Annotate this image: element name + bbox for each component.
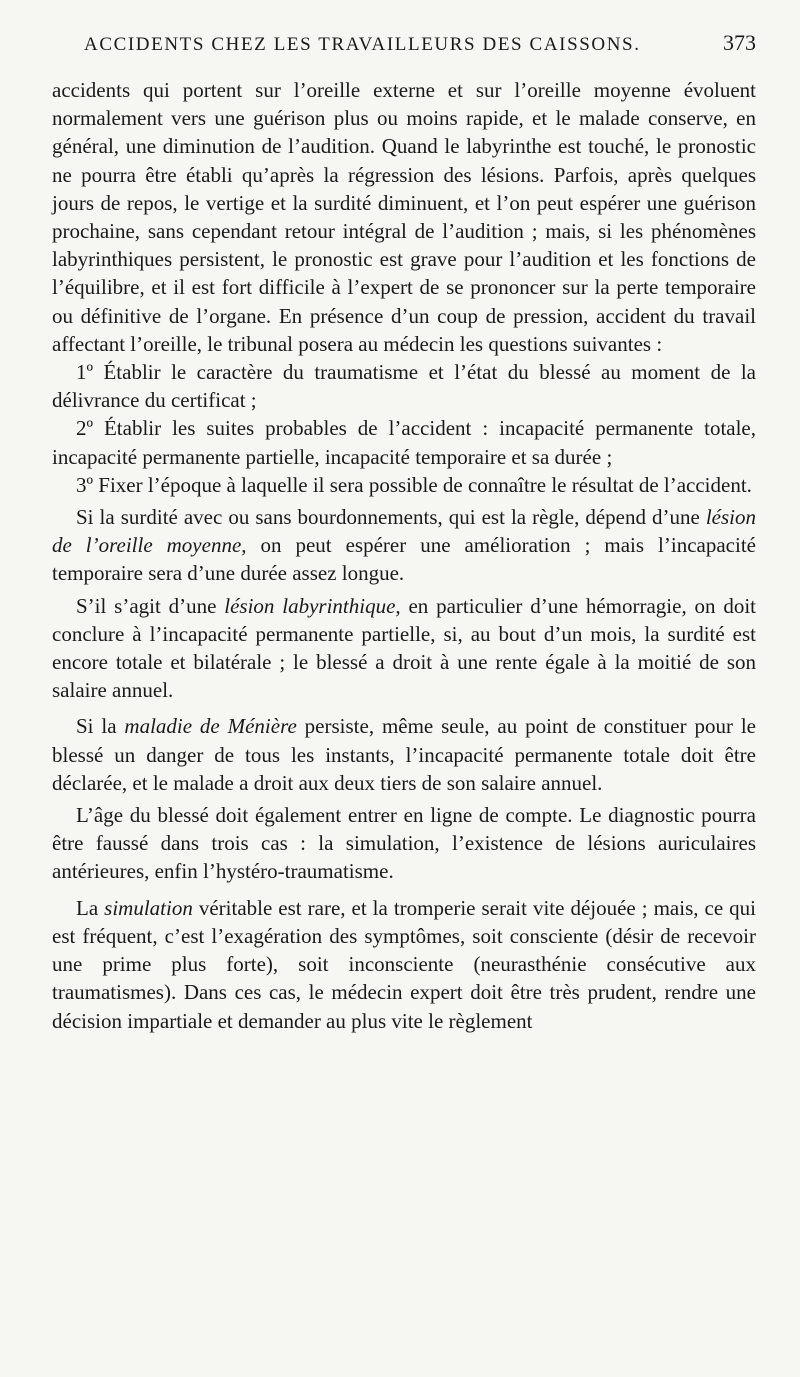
text-run: S’il s’agit d’une [76,593,225,618]
paragraph-age: L’âge du blessé doit également entrer en ligne de compte. Le diagnostic pourra être faussé dans trois cas : la simulation, l’existence de lésions auriculaires antérieures, enfin l’hystéro-traumatisme. [52,803,756,884]
running-header [52,30,756,76]
paragraph-meniere [52,712,756,797]
question-2: 2º Établir les suites probables de l’accident : incapacité permanente totale, incapacité permanente partielle, incapacité temporaire et sa durée ; [52,416,756,469]
text-run: Si la surdité avec ou sans bourdonnements, qui est la règle, dépend d’une [76,505,706,530]
text-run: en particulier d’une hémorragie, on doit conclure à l’incapacité permanente partielle, si, au bout d’un mois, la surdité est encore totale et bilatérale ; le blessé a droit à une rente égale à la moitié de son salaire annuel. [52,593,756,703]
italic-term: lésion de l’oreille moyenne, [52,505,756,558]
text-run: La [76,895,105,920]
text-run: on peut espérer une amélioration ; mais l’incapacité temporaire sera d’une durée assez longue. [52,533,756,586]
question-3: 3º Fixer l’époque à laquelle il sera possible de connaître le résultat de l’accident. [76,472,752,497]
paragraph-oreille-moyenne [52,503,756,588]
italic-term: simulation [104,895,193,920]
paragraph-labyrinthique [52,592,756,705]
text-run: véritable est rare, et la tromperie serait vite déjouée ; mais, ce qui est fréquent, c’est l’exagération des symptômes, soit consciente (désir de recevoir une prime plus forte), soit inconsciente (neurasthénie consécutive aux traumatismes). Dans ces cas, le médecin expert doit être très prudent, rendre une décision impartiale et demander au plus vite le règlement [52,895,756,1033]
italic-term: lésion labyrinthique, [224,593,401,618]
running-title: ACCIDENTS CHEZ LES TRAVAILLEURS DES CAISSONS. [84,34,641,55]
italic-term: maladie de Ménière [124,714,297,739]
page-number: 373 [723,30,756,55]
paragraph-simulation [52,894,756,1035]
text-run: persiste, même seule, au point de constituer pour le blessé un danger de tous les instants, l’incapacité permanente totale doit être déclarée, et le malade a droit aux deux tiers de son salaire annuel. [52,714,756,795]
paragraph-1: accidents qui portent sur l’oreille externe et sur l’oreille moyenne évoluent normalement vers une guérison plus ou moins rapide, et le malade conserve, en général, une diminution de l’audition. Quand le labyrinthe est touché, le pronostic ne pourra être établi qu’après la régression des lésions. Parfois, après quelques jours de repos, le vertige et la surdité diminuent, et l’on peut espérer une guérison prochaine, sans cependant retour intégral de l’audition ; mais, si les phénomènes labyrinthiques persistent, le pronostic est grave pour l’audition et les fonctions de l’équilibre, et il est fort difficile à l’expert de se prononcer sur la perte temporaire ou définitive de l’organe. En présence d’un coup de pression, accident du travail affectant l’oreille, le tribunal posera au médecin les questions suivantes : [52,78,756,356]
text-run: Si la [76,714,125,739]
question-1: 1º Établir le caractère du traumatisme et l’état du blessé au moment de la délivrance du certificat ; [52,360,756,413]
